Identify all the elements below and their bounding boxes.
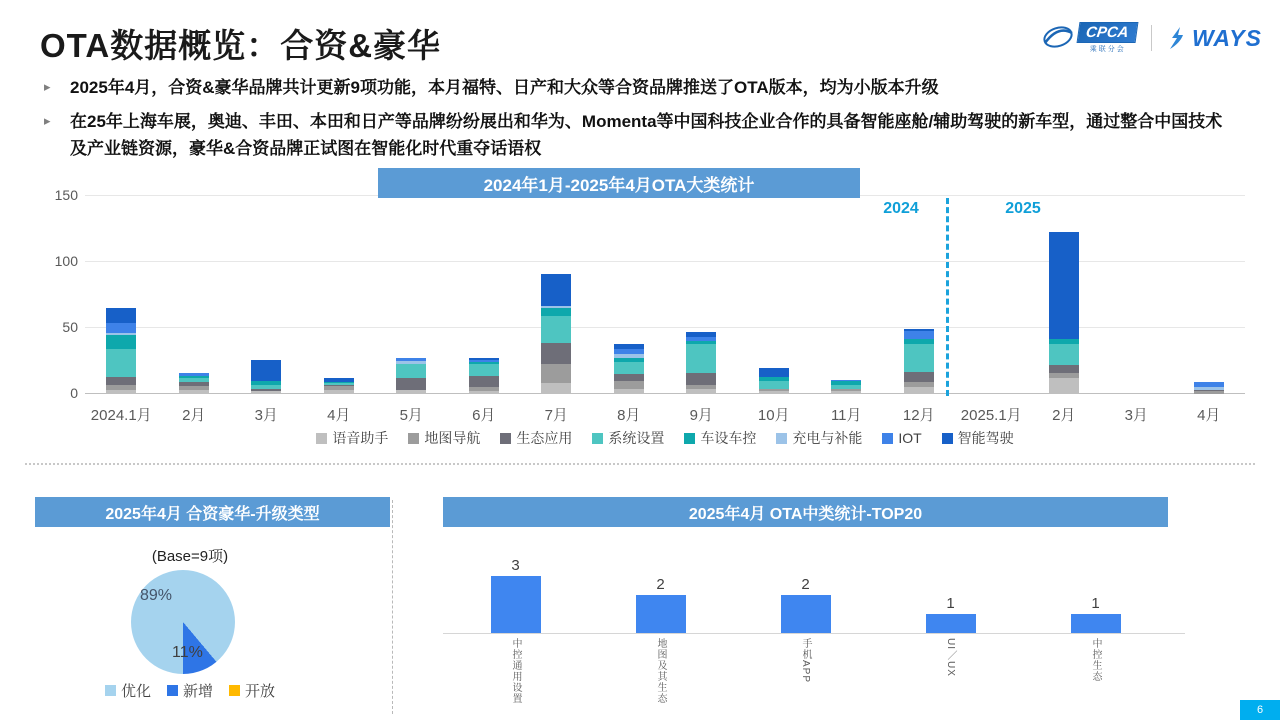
- top20-bar: [926, 614, 976, 633]
- legend-item-生态应用: [500, 428, 572, 448]
- horizontal-dotted-separator: [25, 463, 1255, 465]
- ways-logo: [1166, 25, 1262, 52]
- top20-value-label: 1: [1091, 595, 1100, 612]
- top20-x-label-中控生态: [1023, 638, 1168, 718]
- legend-swatch-icon: [592, 433, 603, 444]
- main-chart-bars: [85, 196, 1245, 394]
- main-chart-x-axis: [85, 404, 1245, 425]
- x-tick-label: 2月: [182, 407, 206, 424]
- x-tick-label: 8月: [617, 407, 641, 424]
- top20-x-label-text: 中控生态: [1090, 638, 1101, 682]
- bar-segment-智能驾驶: [541, 274, 571, 306]
- page-title: OTA数据概览：合资&豪华: [40, 27, 442, 64]
- top20-chart-bars: [443, 535, 1168, 633]
- bar-segment-生态应用: [396, 378, 426, 390]
- bar-segment-智能驾驶: [1049, 232, 1079, 339]
- legend-label: 新增: [182, 683, 213, 700]
- cpca-globe-icon: [1041, 23, 1075, 53]
- logo-divider: [1151, 25, 1152, 51]
- bar-slot-8月: [593, 196, 666, 394]
- legend-item-车设车控: [684, 428, 756, 448]
- bar-slot-4月: [1173, 196, 1246, 394]
- cpca-subtext: 乘联分会: [1089, 46, 1126, 53]
- ways-swoosh-icon: [1166, 26, 1188, 50]
- bar-slot-6月: [448, 196, 521, 394]
- bar-slot-3月: [1100, 196, 1173, 394]
- stacked-bar: [904, 329, 934, 394]
- bar-segment-系统设置: [396, 364, 426, 379]
- legend-item-地图导航: [408, 428, 480, 448]
- legend-item-IOT: [882, 428, 921, 448]
- ways-wordmark: WAYS: [1191, 24, 1262, 51]
- bar-segment-智能驾驶: [106, 308, 136, 323]
- main-chart-title: 2024年1月-2025年4月OTA大类统计: [378, 168, 860, 198]
- legend-swatch-icon: [316, 433, 327, 444]
- top20-x-label-地图及其生态: [588, 638, 733, 718]
- legend-swatch-icon: [500, 433, 511, 444]
- legend-label: 系统设置: [608, 430, 665, 446]
- bar-slot-5月: [375, 196, 448, 394]
- top20-bar-slot-地图及其生态: [588, 535, 733, 633]
- top20-x-axis-labels: [443, 638, 1168, 718]
- bar-segment-生态应用: [469, 376, 499, 388]
- bar-slot-12月: [883, 196, 956, 394]
- bullet-1: [44, 74, 1229, 101]
- stacked-bar: [1049, 232, 1079, 394]
- summary-bullets: [44, 74, 1229, 170]
- stacked-bar: [541, 274, 571, 394]
- legend-label: 优化: [120, 683, 151, 700]
- legend-swatch-icon: [105, 685, 116, 696]
- legend-swatch-icon: [942, 433, 953, 444]
- top20-bar: [491, 576, 541, 633]
- top20-x-label-UI／UX: [878, 638, 1023, 718]
- top20-bar-slot-中控通用设置: [443, 535, 588, 633]
- x-tick-label: 9月: [689, 407, 713, 424]
- top20-bar-slot-中控生态: [1023, 535, 1168, 633]
- stacked-bar: [1194, 382, 1224, 394]
- bar-segment-系统设置: [469, 364, 499, 376]
- cpca-logo: [1041, 22, 1137, 54]
- bar-segment-系统设置: [759, 381, 789, 389]
- bar-slot-2025.1月: [955, 196, 1028, 394]
- bar-segment-生态应用: [541, 343, 571, 364]
- bar-segment-语音助手: [324, 390, 354, 394]
- stacked-bar: [759, 368, 789, 394]
- x-tick-label: 2025.1月: [960, 407, 1022, 424]
- stacked-bar: [614, 344, 644, 394]
- legend-swatch-icon: [167, 685, 178, 696]
- bar-segment-系统设置: [1049, 344, 1079, 365]
- bullet-1-text: 2025年4月，合资&豪华品牌共计更新9项功能，本月福特、日产和大众等合资品牌推送了OTA版本，均为小版本升级: [70, 78, 939, 97]
- top20-value-label: 2: [801, 576, 810, 593]
- x-tick-label: 7月: [544, 407, 568, 424]
- vertical-dashed-separator: [392, 500, 393, 714]
- bar-segment-语音助手: [831, 391, 861, 394]
- pie-legend-item-新增: [167, 680, 213, 701]
- year-divider-dashed-line: [946, 198, 949, 396]
- stacked-bar: [324, 378, 354, 394]
- stacked-bar: [106, 308, 136, 394]
- bar-slot-9月: [665, 196, 738, 394]
- top20-x-label-手机APP: [733, 638, 878, 718]
- header-logos: [1041, 22, 1262, 54]
- top20-bar-slot-UI／UX: [878, 535, 1023, 633]
- bar-slot-2024.1月: [85, 196, 158, 394]
- bar-segment-系统设置: [686, 344, 716, 373]
- top20-x-label-text: 中控通用设置: [510, 638, 521, 704]
- y-tick-label: 150: [54, 187, 78, 203]
- x-tick-label: 6月: [472, 407, 496, 424]
- bar-segment-语音助手: [759, 391, 789, 394]
- bar-segment-车设车控: [541, 308, 571, 316]
- bar-segment-生态应用: [106, 377, 136, 385]
- bar-segment-语音助手: [904, 387, 934, 394]
- bar-segment-IOT: [106, 323, 136, 334]
- bar-segment-语音助手: [686, 389, 716, 394]
- legend-label: IOT: [898, 430, 922, 446]
- cpca-wordmark: CPCA: [1077, 22, 1138, 43]
- legend-swatch-icon: [882, 433, 893, 444]
- legend-swatch-icon: [776, 433, 787, 444]
- pie-slice-label-major: 89%: [140, 587, 173, 604]
- bar-segment-生态应用: [614, 374, 644, 381]
- bar-segment-语音助手: [469, 391, 499, 394]
- y-tick-label: 0: [70, 385, 78, 401]
- bullet-arrow-icon: ▸: [44, 113, 51, 129]
- bar-slot-2月: [1028, 196, 1101, 394]
- y-tick-label: 100: [54, 253, 78, 269]
- x-tick-label: 12月: [902, 407, 935, 424]
- bar-segment-生态应用: [686, 373, 716, 385]
- bar-segment-生态应用: [904, 372, 934, 383]
- top20-x-label-text: 手机APP: [800, 638, 811, 684]
- legend-label: 语音助手: [332, 430, 389, 446]
- top20-x-label-text: 地图及其生态: [655, 638, 666, 704]
- x-tick-label: 2月: [1052, 407, 1076, 424]
- top20-bar: [781, 595, 831, 633]
- x-tick-label: 3月: [1124, 407, 1148, 424]
- bar-segment-IOT: [904, 331, 934, 339]
- bullet-2: [44, 108, 1229, 162]
- bar-segment-语音助手: [179, 390, 209, 394]
- top20-bar: [636, 595, 686, 633]
- y-tick-label: 50: [62, 319, 78, 335]
- page-number-badge: 6: [1240, 700, 1280, 720]
- bar-segment-智能驾驶: [759, 368, 789, 377]
- top20-bar: [1071, 614, 1121, 633]
- bar-slot-7月: [520, 196, 593, 394]
- bullet-arrow-icon: ▸: [44, 79, 51, 94]
- stacked-bar: [469, 358, 499, 394]
- top20-value-label: 1: [946, 595, 955, 612]
- year-label-2024: 2024: [883, 200, 919, 217]
- x-tick-label: 5月: [399, 407, 423, 424]
- bar-segment-地图导航: [541, 364, 571, 384]
- top20-x-axis-line: [443, 633, 1185, 634]
- bar-segment-语音助手: [396, 390, 426, 394]
- legend-item-智能驾驶: [942, 428, 1014, 448]
- pie-slice-label-minor: 11%: [172, 644, 203, 661]
- pie-legend-item-开放: [229, 680, 275, 701]
- bar-slot-11月: [810, 196, 883, 394]
- stacked-bar: [396, 358, 426, 394]
- legend-item-语音助手: [316, 428, 388, 448]
- legend-item-系统设置: [592, 428, 664, 448]
- bar-segment-地图导航: [614, 381, 644, 389]
- bar-slot-3月: [230, 196, 303, 394]
- stacked-bar: [179, 373, 209, 394]
- legend-swatch-icon: [684, 433, 695, 444]
- legend-swatch-icon: [408, 433, 419, 444]
- bar-segment-系统设置: [904, 344, 934, 372]
- pie-base-label: (Base=9项): [151, 548, 229, 565]
- top20-value-label: 2: [656, 576, 665, 593]
- top20-bar-slot-手机APP: [733, 535, 878, 633]
- bar-slot-10月: [738, 196, 811, 394]
- bar-segment-语音助手: [106, 390, 136, 394]
- bullet-2-text: 在25年上海车展，奥迪、丰田、本田和日产等品牌纷纷展出和华为、Momenta等中国科技企业合作的具备智能座舱/辅助驾驶的新车型，通过整合中国技术及产业链资源，豪华&合资品牌正试图在智能化时代重夺话语权: [70, 112, 1223, 159]
- bar-segment-地图导航: [1194, 391, 1224, 394]
- top20-value-label: 3: [511, 557, 520, 574]
- legend-label: 车设车控: [700, 430, 757, 446]
- legend-label: 生态应用: [516, 430, 573, 446]
- bar-slot-4月: [303, 196, 376, 394]
- bar-segment-车设车控: [106, 335, 136, 350]
- stacked-bar: [251, 360, 281, 394]
- bar-segment-语音助手: [251, 391, 281, 394]
- legend-label: 地图导航: [424, 430, 481, 446]
- main-chart-legend: [85, 428, 1245, 448]
- pie-chart-title: 2025年4月 合资豪华-升级类型: [35, 497, 390, 527]
- legend-swatch-icon: [229, 685, 240, 696]
- bar-segment-系统设置: [614, 362, 644, 374]
- legend-item-充电与补能: [776, 428, 862, 448]
- bar-segment-智能驾驶: [251, 360, 281, 381]
- x-tick-label: 11月: [830, 407, 862, 424]
- top20-chart-title: 2025年4月 OTA中类统计-TOP20: [443, 497, 1168, 527]
- year-label-2025: 2025: [1005, 200, 1041, 217]
- x-tick-label: 2024.1月: [90, 407, 152, 424]
- x-tick-label: 3月: [254, 407, 278, 424]
- bar-segment-语音助手: [1049, 378, 1079, 394]
- stacked-bar: [686, 332, 716, 394]
- pie-legend-item-优化: [105, 680, 151, 701]
- stacked-bar: [831, 380, 861, 394]
- top20-x-label-中控通用设置: [443, 638, 588, 718]
- legend-label: 充电与补能: [792, 430, 863, 446]
- bar-segment-系统设置: [106, 349, 136, 377]
- x-tick-label: 4月: [327, 407, 351, 424]
- top20-x-label-text: UI／UX: [945, 638, 956, 677]
- bar-segment-语音助手: [541, 383, 571, 394]
- bar-segment-语音助手: [614, 389, 644, 394]
- legend-label: 智能驾驶: [957, 430, 1014, 446]
- bar-segment-生态应用: [1049, 365, 1079, 373]
- x-tick-label: 10月: [757, 407, 790, 424]
- legend-label: 开放: [245, 683, 276, 700]
- x-tick-label: 4月: [1197, 407, 1221, 424]
- bar-segment-系统设置: [541, 316, 571, 342]
- pie-chart-legend: [35, 680, 345, 701]
- bar-slot-2月: [158, 196, 231, 394]
